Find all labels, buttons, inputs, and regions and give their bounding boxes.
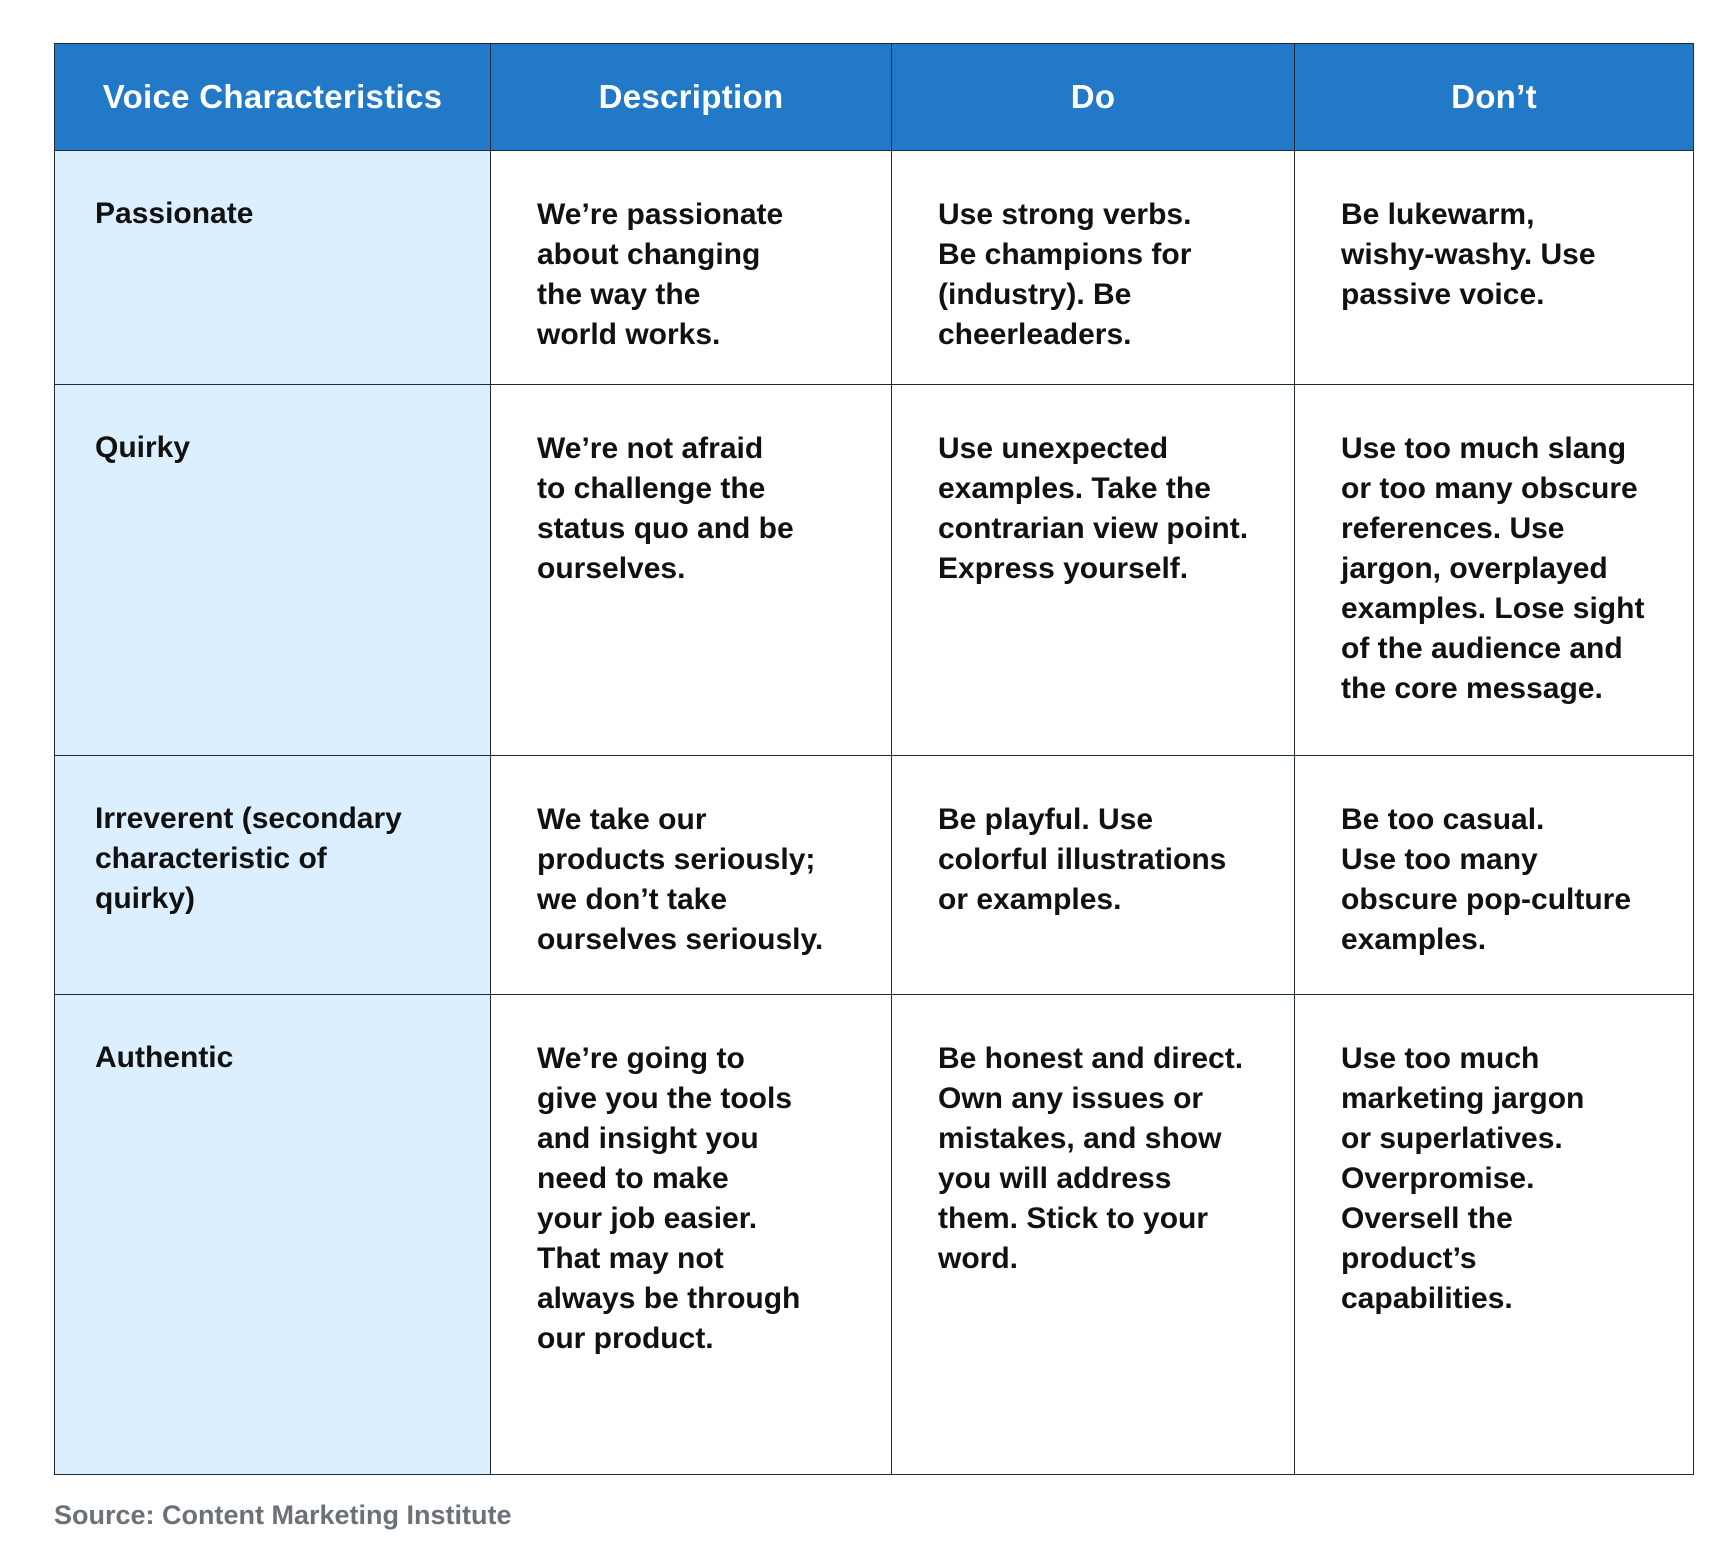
header-dont: Don’t <box>1295 44 1694 151</box>
dont-cell <box>1295 756 1694 995</box>
table-header <box>55 44 1694 151</box>
do-text: Use strong verbs. Be champions for (industry). Be cheerleaders. <box>938 198 1192 351</box>
characteristic-text: Authentic <box>95 1041 234 1074</box>
description-cell <box>491 995 892 1475</box>
description-text: We’re not afraid to challenge the status quo and be ourselves. <box>537 432 794 585</box>
source-caption: Source: Content Marketing Institute <box>54 1500 512 1530</box>
do-text: Be honest and direct. Own any issues or mistakes, and show you will address them. Stick to your word. <box>938 1042 1244 1275</box>
table-row <box>55 756 1694 995</box>
dont-text: Be lukewarm, wishy-washy. Use passive voice. <box>1341 198 1596 311</box>
characteristic-cell <box>55 995 491 1475</box>
description-cell <box>491 756 892 995</box>
characteristic-text: Quirky <box>95 431 191 464</box>
dont-text: Be too casual. Use too many obscure pop-culture examples. <box>1341 803 1632 956</box>
table-row <box>55 995 1694 1475</box>
characteristic-cell <box>55 151 491 385</box>
characteristic-cell <box>55 756 491 995</box>
dont-text: Use too much marketing jargon or superlatives. Overpromise. Oversell the product’s capabilities. <box>1341 1042 1585 1315</box>
header-voice-characteristics: Voice Characteristics <box>55 44 491 151</box>
characteristic-text: Irreverent (secondary characteristic of quirky) <box>95 802 402 915</box>
description-cell <box>491 385 892 756</box>
characteristic-cell <box>55 385 491 756</box>
do-cell <box>892 995 1295 1475</box>
do-text: Use unexpected examples. Take the contrarian view point. Express yourself. <box>938 432 1249 585</box>
do-cell <box>892 756 1295 995</box>
dont-cell <box>1295 995 1694 1475</box>
do-cell <box>892 385 1295 756</box>
voice-characteristics-table <box>54 43 1694 1475</box>
characteristic-text: Passionate <box>95 197 254 230</box>
table-row <box>55 151 1694 385</box>
description-text: We take our products seriously; we don’t take ourselves seriously. <box>537 803 824 956</box>
description-text: We’re passionate about changing the way the world works. <box>537 198 784 351</box>
table-row <box>55 385 1694 756</box>
do-text: Be playful. Use colorful illustrations or examples. <box>938 803 1227 916</box>
description-cell <box>491 151 892 385</box>
header-row <box>55 44 1694 151</box>
table-body <box>55 151 1694 1475</box>
dont-cell <box>1295 151 1694 385</box>
dont-cell <box>1295 385 1694 756</box>
do-cell <box>892 151 1295 385</box>
header-description: Description <box>491 44 892 151</box>
dont-text: Use too much slang or too many obscure references. Use jargon, overplayed examples. Lose sight of the audience and the core message. <box>1341 432 1645 705</box>
header-do: Do <box>892 44 1295 151</box>
description-text: We’re going to give you the tools and insight you need to make your job easier. That may not always be through our product. <box>537 1042 801 1355</box>
